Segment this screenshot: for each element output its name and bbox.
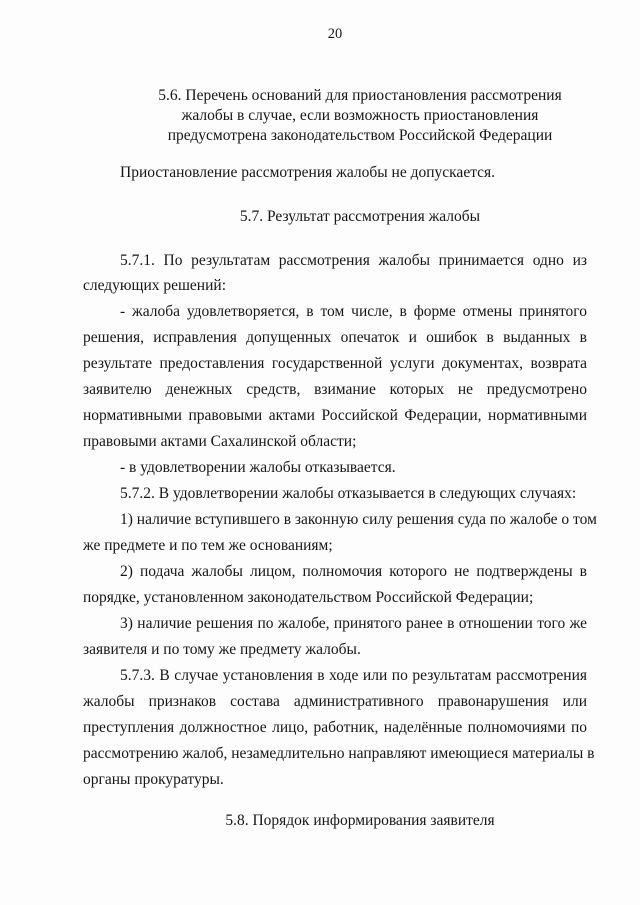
paragraph-line: заявителю денежных средств, взимание которых не предусмотрено: [83, 381, 587, 398]
paragraph-line: правовыми актами Сахалинской области;: [83, 433, 357, 450]
paragraph-line: жалобы признаков состава административного правонарушения или: [83, 693, 587, 710]
suspension-paragraph: Приостановление рассмотрения жалобы не допускается.: [120, 164, 496, 181]
paragraph-line: порядке, установленном законодательством Российской Федерации;: [83, 589, 534, 606]
paragraph-line: нормативными правовыми актами Российской Федерации, нормативными: [83, 407, 587, 424]
paragraph-line: - в удовлетворении жалобы отказывается.: [120, 459, 396, 476]
heading-line: предусмотрена законодательством Российской Федерации: [167, 127, 553, 144]
paragraph-line: преступления должностное лицо, работник, наделённые полномочиями по: [83, 719, 587, 736]
paragraph-line: 3) наличие решения по жалобе, принятого ранее в отношении того же: [120, 615, 587, 632]
paragraph-line: заявителя и по тому же предмету жалобы.: [83, 641, 361, 658]
paragraph-line: решения, исправления допущенных опечаток и ошибок в выданных в: [83, 329, 587, 346]
section-5-7-heading: 5.7. Результат рассмотрения жалобы: [239, 208, 481, 225]
paragraph-line: результате предоставления государственной услуги документах, возврата: [83, 355, 587, 372]
heading-line: 5.6. Перечень оснований для приостановления рассмотрения: [158, 87, 562, 104]
paragraph-line: же предмете и по тем же основаниям;: [83, 537, 333, 554]
paragraph-line: 5.7.3. В случае установления в ходе или по результатам рассмотрения: [120, 667, 587, 684]
paragraph-line: - жалоба удовлетворяется, в том числе, в форме отмены принятого: [120, 303, 587, 320]
page-number: 20: [327, 26, 343, 42]
paragraph-line: рассмотрению жалоб, незамедлительно направляют имеющиеся материалы в: [83, 745, 595, 762]
heading-line: жалобы в случае, если возможность приостановления: [181, 107, 539, 124]
paragraph-line: 5.7.1. По результатам рассмотрения жалобы принимается одно из: [120, 252, 587, 269]
paragraph-line: органы прокуратуры.: [83, 771, 224, 788]
section-5-6-heading: [80, 86, 640, 146]
paragraph-line: 5.7.2. В удовлетворении жалобы отказывается в следующих случаях:: [120, 485, 577, 502]
paragraph-line: 2) подача жалобы лицом, полномочия которого не подтверждены в: [120, 563, 587, 580]
paragraph-line: 1) наличие вступившего в законную силу решения суда по жалобе о том: [120, 511, 597, 528]
section-5-8-heading: 5.8. Порядок информирования заявителя: [225, 812, 495, 829]
paragraph-line: следующих решений:: [83, 277, 226, 294]
